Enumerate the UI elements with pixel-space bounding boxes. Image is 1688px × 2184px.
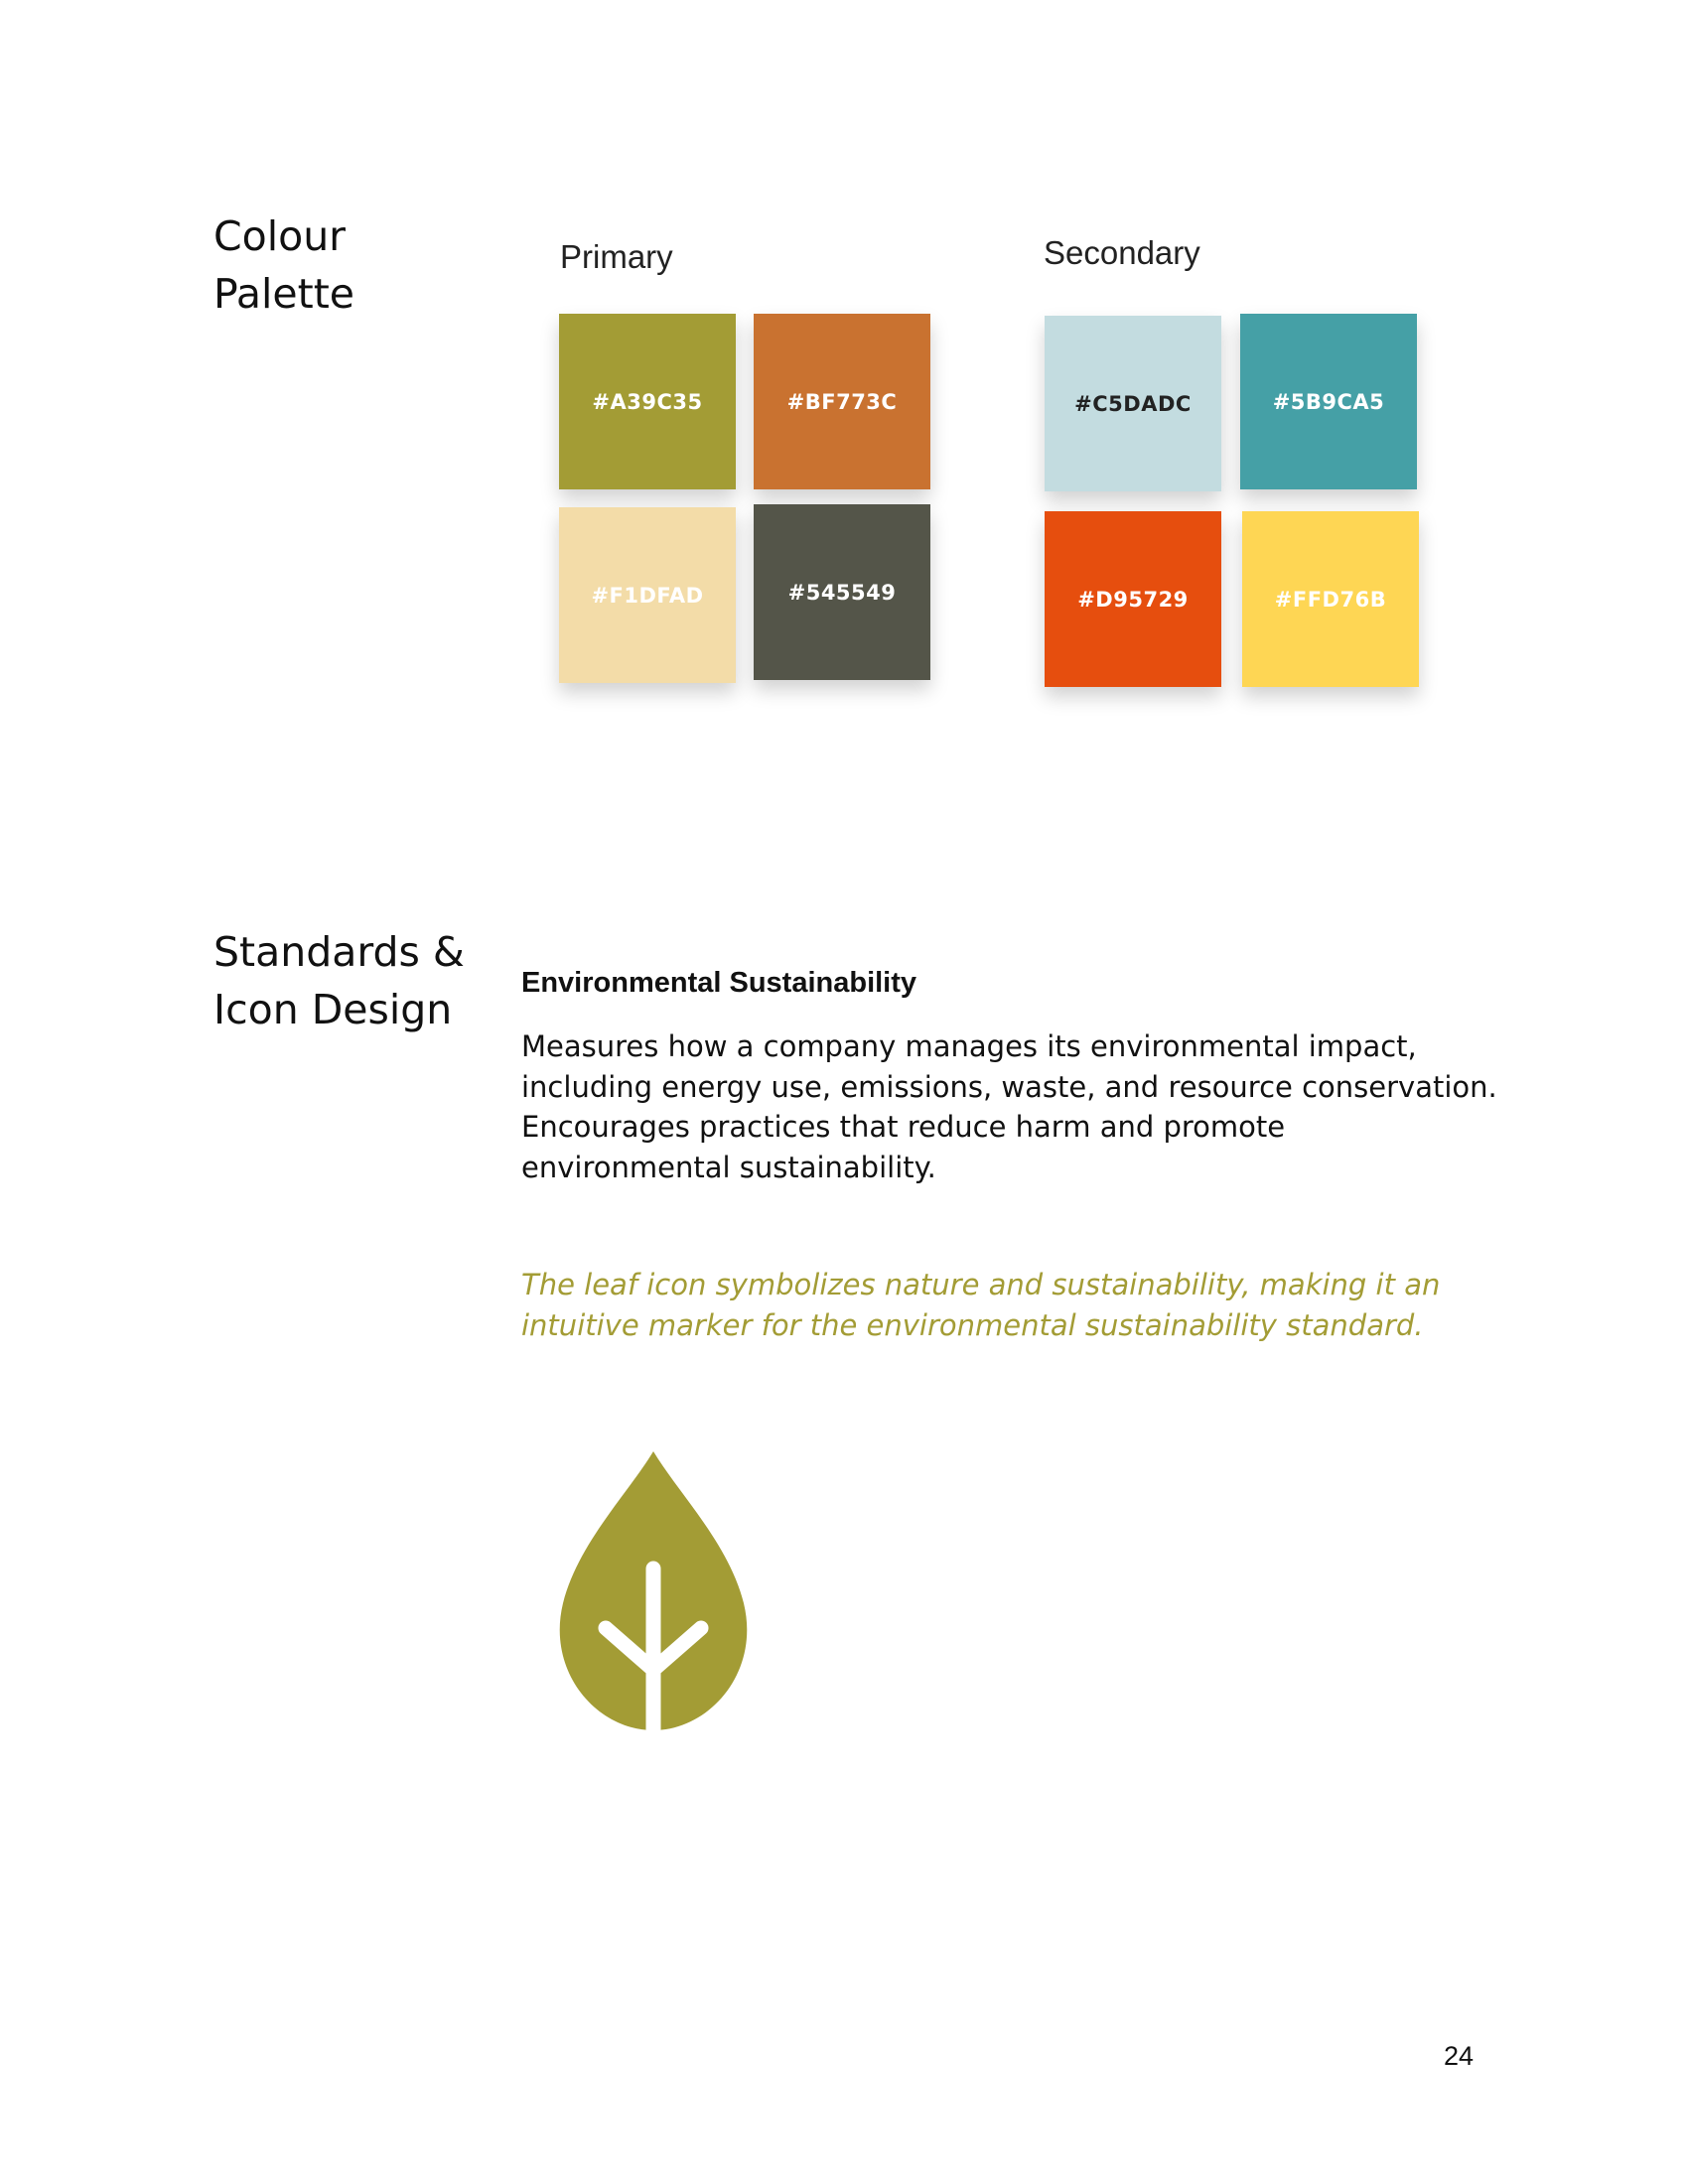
- swatch-label: #F1DFAD: [591, 583, 704, 608]
- swatch-secondary-4: [1242, 511, 1419, 687]
- secondary-label: Secondary: [1044, 234, 1200, 271]
- swatch-label: #545549: [787, 580, 897, 605]
- swatch-label: #BF773C: [786, 389, 898, 414]
- swatch-label: #C5DADC: [1074, 391, 1192, 416]
- page-number: 24: [1444, 2041, 1475, 2071]
- swatch-label: #FFD76B: [1274, 587, 1387, 612]
- swatch-primary-3: [559, 507, 736, 683]
- leaf-icon: [558, 1449, 749, 1732]
- primary-label: Primary: [560, 238, 673, 275]
- swatch-secondary-2: [1240, 314, 1417, 489]
- standards-title-line2: Icon Design: [213, 986, 453, 1033]
- colour-palette-title-line1: Colour: [213, 212, 347, 260]
- description-line: Measures how a company manages its environmental impact,: [521, 1029, 1417, 1063]
- icon-note: [521, 1265, 1514, 1345]
- swatch-primary-4: [754, 504, 930, 680]
- colour-palette-title: [213, 207, 354, 323]
- swatch-secondary-1: [1045, 316, 1221, 491]
- note-line: The leaf icon symbolizes nature and sustainability, making it an: [521, 1268, 1441, 1301]
- note-line: intuitive marker for the environmental sustainability standard.: [521, 1307, 1424, 1342]
- swatch-primary-2: [754, 314, 930, 489]
- colour-palette-title-line2: Palette: [213, 270, 354, 318]
- description-line: environmental sustainability.: [521, 1150, 936, 1184]
- swatch-secondary-3: [1045, 511, 1221, 687]
- swatch-label: #D95729: [1077, 587, 1189, 612]
- swatch-primary-1: [559, 314, 736, 489]
- swatch-label: #5B9CA5: [1272, 389, 1385, 414]
- description-line: Encourages practices that reduce harm and promote: [521, 1110, 1286, 1144]
- standard-heading: Environmental Sustainability: [521, 967, 917, 999]
- standards-title-line1: Standards &: [213, 928, 465, 976]
- description-line: including energy use, emissions, waste, and resource conservation.: [521, 1069, 1497, 1104]
- standards-title: [213, 923, 465, 1038]
- standard-description: [521, 1026, 1514, 1187]
- swatch-label: #A39C35: [592, 389, 703, 414]
